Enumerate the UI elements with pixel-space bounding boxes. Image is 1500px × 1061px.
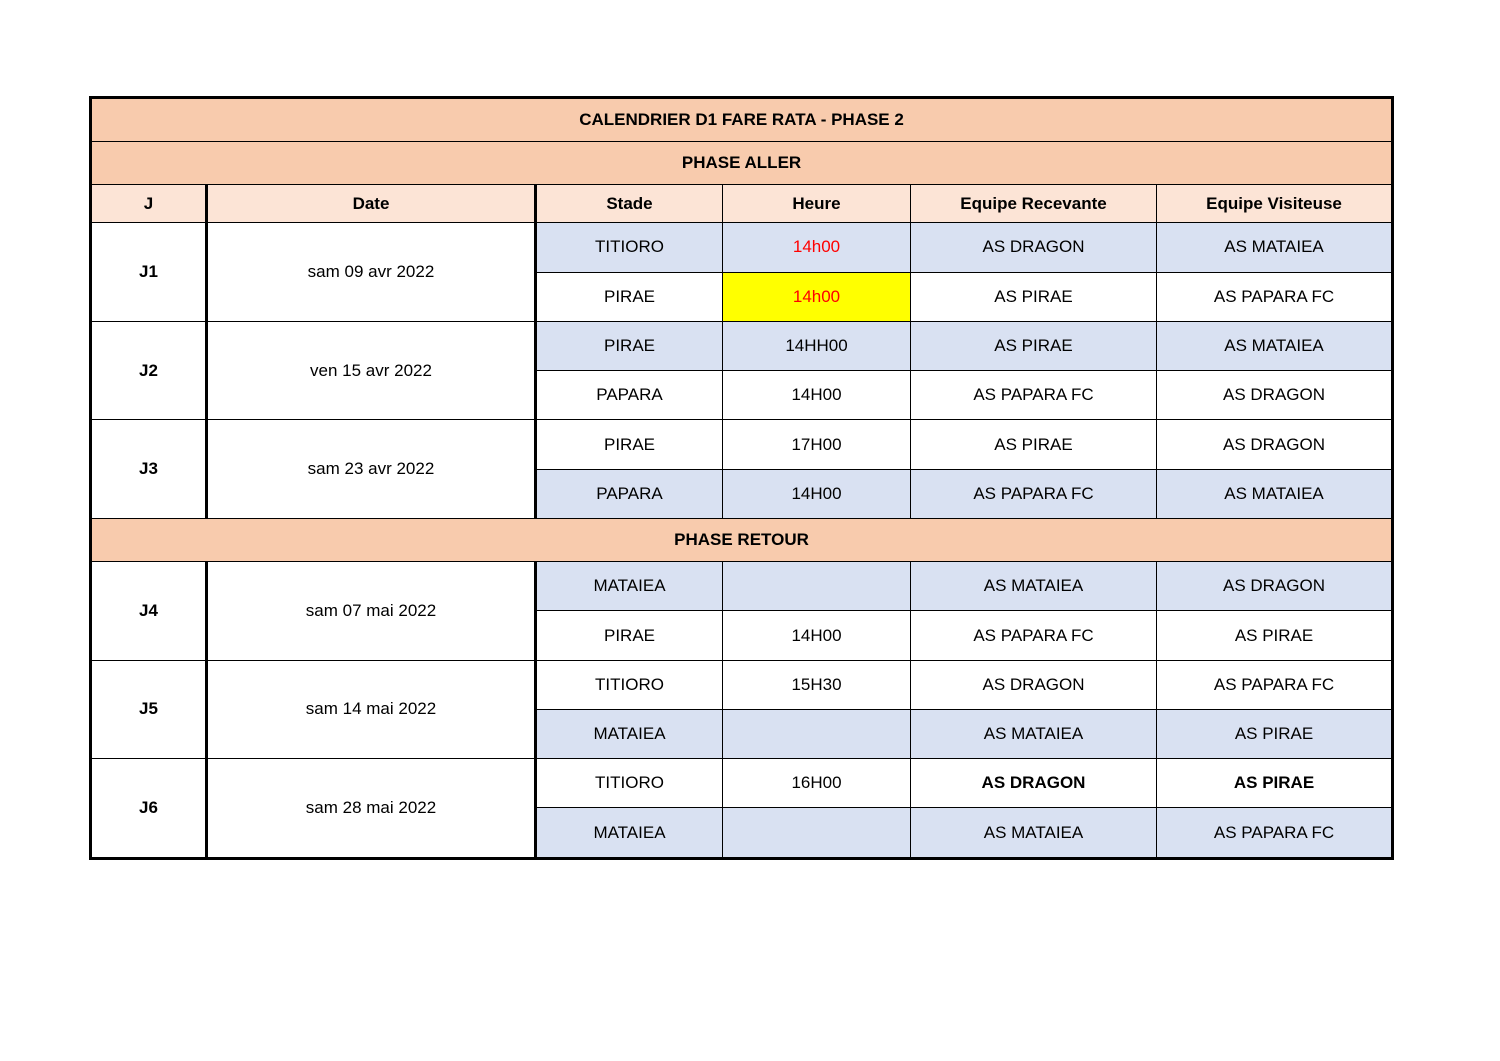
away-team-cell: AS DRAGON [1157, 562, 1393, 611]
away-team-cell: AS MATAIEA [1157, 469, 1393, 518]
table-row [91, 562, 1393, 611]
away-team-cell: AS MATAIEA [1157, 321, 1393, 370]
home-team-cell: AS PAPARA FC [911, 469, 1157, 518]
heure-cell: 14H00 [723, 371, 911, 420]
heure-cell: 17H00 [723, 420, 911, 469]
stade-cell: PIRAE [536, 272, 723, 321]
stade-cell: MATAIEA [536, 562, 723, 611]
page-title: CALENDRIER D1 FARE RATA - PHASE 2 [91, 98, 1393, 142]
phase-retour-heading: PHASE RETOUR [91, 518, 1393, 561]
table-row [91, 759, 1393, 808]
stade-cell: MATAIEA [536, 709, 723, 758]
home-team-cell: AS MATAIEA [911, 562, 1157, 611]
home-team-cell: AS PIRAE [911, 420, 1157, 469]
away-team-cell: AS PAPARA FC [1157, 808, 1393, 859]
heure-cell: 14HH00 [723, 321, 911, 370]
header-away-team: Equipe Visiteuse [1157, 185, 1393, 223]
away-team-cell: AS PAPARA FC [1157, 272, 1393, 321]
stade-cell: TITIORO [536, 223, 723, 272]
home-team-cell: AS PAPARA FC [911, 611, 1157, 660]
round-label: J1 [91, 223, 207, 322]
away-team-cell: AS DRAGON [1157, 420, 1393, 469]
heure-cell [723, 562, 911, 611]
heure-cell: 16H00 [723, 759, 911, 808]
home-team-cell: AS PAPARA FC [911, 371, 1157, 420]
away-team-cell: AS DRAGON [1157, 371, 1393, 420]
round-date: ven 15 avr 2022 [207, 321, 536, 420]
header-heure: Heure [723, 185, 911, 223]
round-label: J5 [91, 660, 207, 759]
stade-cell: PAPARA [536, 469, 723, 518]
away-team-cell: AS PIRAE [1157, 611, 1393, 660]
round-date: sam 14 mai 2022 [207, 660, 536, 759]
round-date: sam 07 mai 2022 [207, 562, 536, 661]
round-date: sam 28 mai 2022 [207, 759, 536, 859]
schedule-table [89, 96, 1394, 860]
away-team-cell: AS PIRAE [1157, 759, 1393, 808]
round-label: J4 [91, 562, 207, 661]
stade-cell: MATAIEA [536, 808, 723, 859]
heure-cell: 14h00 [723, 223, 911, 272]
header-stade: Stade [536, 185, 723, 223]
home-team-cell: AS MATAIEA [911, 709, 1157, 758]
heure-cell [723, 709, 911, 758]
header-home-team: Equipe Recevante [911, 185, 1157, 223]
home-team-cell: AS DRAGON [911, 759, 1157, 808]
heure-cell: 14H00 [723, 611, 911, 660]
heure-cell [723, 808, 911, 859]
home-team-cell: AS PIRAE [911, 321, 1157, 370]
heure-cell: 15H30 [723, 660, 911, 709]
away-team-cell: AS MATAIEA [1157, 223, 1393, 272]
stade-cell: PIRAE [536, 321, 723, 370]
round-date: sam 09 avr 2022 [207, 223, 536, 322]
home-team-cell: AS MATAIEA [911, 808, 1157, 859]
stade-cell: PIRAE [536, 420, 723, 469]
away-team-cell: AS PIRAE [1157, 709, 1393, 758]
heure-cell: 14H00 [723, 469, 911, 518]
home-team-cell: AS DRAGON [911, 223, 1157, 272]
phase-aller-heading: PHASE ALLER [91, 142, 1393, 185]
header-date: Date [207, 185, 536, 223]
table-row [91, 420, 1393, 469]
away-team-cell: AS PAPARA FC [1157, 660, 1393, 709]
heure-cell-highlighted: 14h00 [723, 272, 911, 321]
round-date: sam 23 avr 2022 [207, 420, 536, 519]
home-team-cell: AS PIRAE [911, 272, 1157, 321]
header-j: J [91, 185, 207, 223]
column-headers [91, 185, 1393, 223]
round-label: J6 [91, 759, 207, 859]
table-row [91, 321, 1393, 370]
stade-cell: PIRAE [536, 611, 723, 660]
round-label: J2 [91, 321, 207, 420]
stade-cell: TITIORO [536, 660, 723, 709]
stade-cell: TITIORO [536, 759, 723, 808]
home-team-cell: AS DRAGON [911, 660, 1157, 709]
table-row [91, 660, 1393, 709]
round-label: J3 [91, 420, 207, 519]
table-row [91, 223, 1393, 272]
stade-cell: PAPARA [536, 371, 723, 420]
